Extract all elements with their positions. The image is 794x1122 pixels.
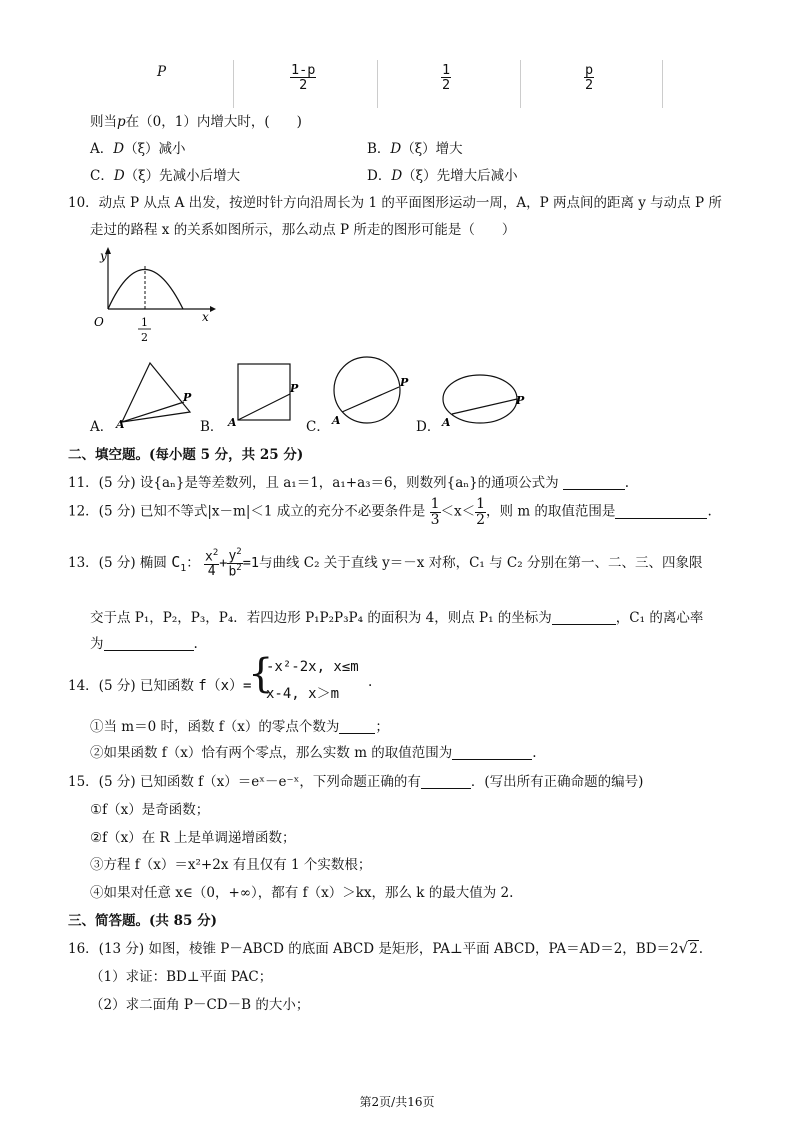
q11-answer-blank (563, 475, 625, 490)
q10-option-a-triangle (112, 358, 202, 430)
q10-line2: 走过的路程 x 的关系如图所示，那么动点 P 所走的图形可能是（ ） (90, 222, 516, 238)
q10-option-d-label: D． (416, 419, 441, 435)
table-cell: $\frac{1}{2}$ (442, 62, 451, 94)
q12: 12．(5 分) 已知不等式|x－m|＜1 成立的充分不必要条件是 $\frac{1}{3}$ ＜x＜ $\frac{1}{2}$ ，则 m 的取值范围是 . (68, 496, 712, 528)
svg-text:A: A (332, 414, 341, 427)
svg-text:P: P (516, 394, 525, 407)
q14-range-blank (452, 745, 532, 760)
q9-option-c: C．D（ξ）先减小后增大 (90, 168, 241, 184)
table-divider (520, 60, 521, 108)
q10-option-c-label: C． (306, 419, 330, 435)
svg-text:O: O (94, 315, 104, 329)
table-divider (377, 60, 378, 108)
q10-option-b-square (224, 360, 304, 430)
svg-text:2: 2 (141, 331, 148, 344)
piecewise-case-1: -x²-2x, x≤m (266, 659, 359, 675)
q16-part2: （2）求二面角 P－CD－B 的大小； (90, 997, 310, 1013)
q14-part2: ②如果函数 f（x）恰有两个零点，那么实数 m 的取值范围为 . (90, 745, 537, 761)
q15-answer-blank (421, 774, 471, 789)
q13-eccentricity-blank (104, 636, 194, 651)
q10-option-a-label: A． (90, 419, 114, 435)
q14-part1: ①当 m＝0 时，函数 f（x）的零点个数为 ； (90, 719, 389, 735)
svg-text:P: P (183, 391, 192, 404)
table-cell: $\frac{1-p}{2}$ (291, 62, 316, 94)
table-divider (662, 60, 663, 108)
q9-stem: 则当p在（0，1）内增大时，( ) (90, 114, 302, 130)
q10-option-c-circle (326, 354, 416, 430)
q15-item-3: ③方程 f（x）＝x²+2x 有且仅有 1 个实数根； (90, 857, 372, 873)
q13-coordinate-blank (552, 610, 616, 625)
svg-text:P: P (400, 376, 409, 389)
piecewise-brace: { (248, 651, 274, 697)
q10-option-b-label: B． (200, 419, 224, 435)
q13-line1: 13．(5 分) 椭圆 $C_1$： $\frac{x^2}{4}$ + $\frac{y^2}{b^2}$ =1与曲线 C₂ 关于直线 y＝－x 对称，C₁ 与 C₂ 分别在第一、二、三、四象限 (68, 547, 703, 580)
svg-text:A: A (442, 416, 451, 429)
page-footer: 第2页/共16页 (359, 1095, 435, 1109)
svg-text:1: 1 (141, 316, 148, 329)
q13-line2: 交于点 P₁，P₂，P₃，P₄．若四边形 P₁P₂P₃P₄ 的面积为 4，则点 P₁ 的坐标为 ，C₁ 的离心率 (90, 610, 704, 626)
q10-distance-graph (88, 244, 218, 344)
q13-line3: 为 . (90, 636, 198, 652)
q14-stem: 14．(5 分) 已知函数 f（x）= (68, 678, 252, 694)
q9-option-b: B．D（ξ）增大 (367, 141, 463, 157)
svg-text:x: x (202, 310, 209, 324)
q14-dot: . (368, 674, 373, 690)
q16-part1: （1）求证：BD⊥平面 PAC； (90, 969, 273, 985)
q15-item-4: ④如果对任意 x∈（0，+∞），都有 f（x）＞kx，那么 k 的最大值为 2. (90, 885, 514, 901)
q16-stem: 16．(13 分) 如图，棱锥 P－ABCD 的底面 ABCD 是矩形，PA⊥平面 ABCD，PA＝AD＝2，BD＝2√2. (68, 939, 704, 957)
svg-text:A: A (228, 416, 237, 429)
table-divider (233, 60, 234, 108)
q15-stem: 15．(5 分) 已知函数 f（x）＝eˣ－e⁻ˣ，下列命题正确的有 ．(写出所有正确命题的编号) (68, 774, 644, 790)
section-heading-short-answer: 三、简答题。(共 85 分) (68, 913, 217, 929)
table-cell: $\frac{p}{2}$ (585, 62, 594, 94)
q15-item-1: ①f（x）是奇函数； (90, 802, 210, 818)
piecewise-case-2: x-4, x＞m (266, 686, 340, 702)
table-row-label: P (157, 64, 167, 80)
q10-option-d-ellipse (438, 370, 538, 430)
q11: 11．(5 分) 设{aₙ}是等差数列，且 a₁＝1，a₁+a₃＝6，则数列{aₙ}的通项公式为 . (68, 475, 629, 491)
q12-answer-blank (615, 504, 707, 519)
q10-line1: 10．动点 P 从点 A 出发，按逆时针方向沿周长为 1 的平面图形运动一周，A，P 两点间的距离 y 与动点 P 所 (68, 195, 722, 211)
svg-text:y: y (100, 249, 107, 263)
q15-item-2: ②f（x）在 R 上是单调递增函数； (90, 830, 296, 846)
q14-zero-count-blank (339, 719, 375, 734)
svg-text:A: A (116, 418, 125, 430)
q9-option-a: A．D（ξ）减小 (90, 141, 186, 157)
section-heading-fill-blank: 二、填空题。(每小题 5 分，共 25 分) (68, 447, 304, 463)
svg-text:P: P (290, 382, 299, 395)
q9-option-d: D．D（ξ）先增大后减小 (367, 168, 518, 184)
